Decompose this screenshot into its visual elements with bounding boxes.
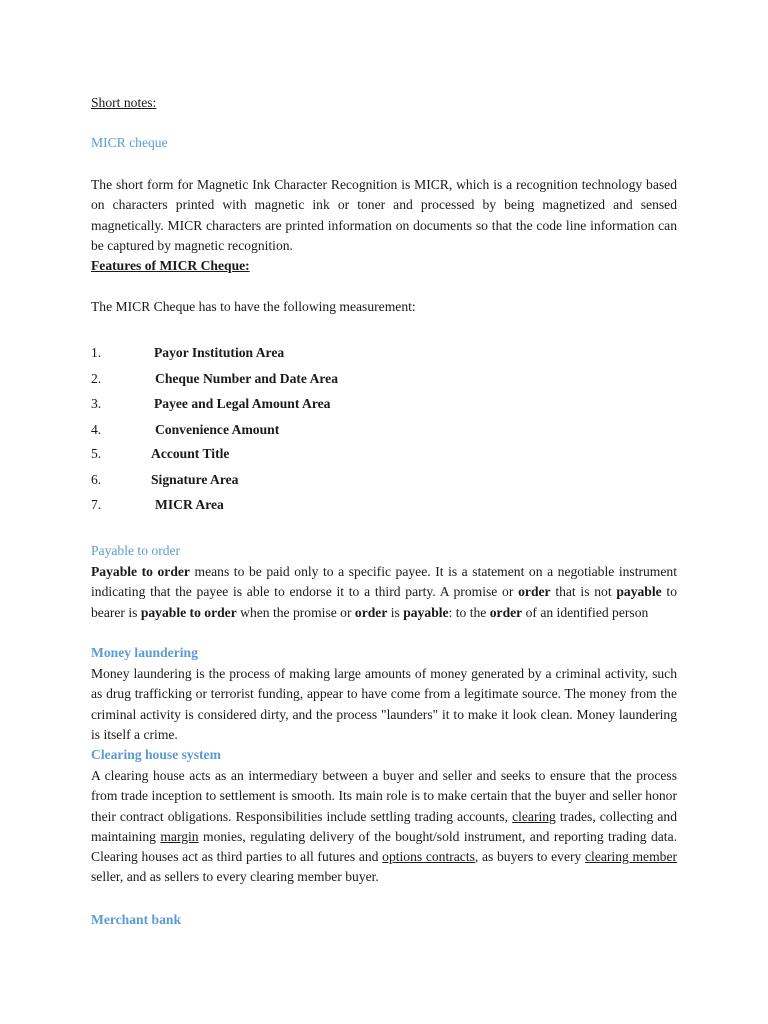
short-notes-label: Short notes:	[91, 95, 157, 110]
list-item-number: 3.	[91, 396, 102, 411]
margin-link[interactable]: margin	[160, 828, 199, 844]
micr-heading: MICR cheque	[91, 135, 168, 150]
list-item: Account Title	[151, 446, 230, 461]
list-item-number: 1.	[91, 345, 102, 360]
payable-heading: Payable to order	[91, 543, 181, 558]
clearing-house-heading: Clearing house system	[91, 747, 221, 762]
micr-paragraph: The short form for Magnetic Ink Character Recognition is MICR, which is a recognition technology based on characters printed with magnetic ink or toner and processed by being magnetized and sensed magnetically. MICR characters are printed information on documents so that the code line information can be captured by magnetic recognition.	[91, 177, 677, 253]
options-contracts-link[interactable]: options contracts	[382, 849, 475, 865]
money-laundering-heading: Money laundering	[91, 645, 198, 660]
clearing-link[interactable]: clearing	[512, 808, 556, 824]
merchant-bank-heading: Merchant bank	[91, 912, 182, 927]
list-item-number: 2.	[91, 371, 102, 386]
measurement-intro: The MICR Cheque has to have the following measurement:	[91, 299, 416, 314]
list-item: Payor Institution Area	[154, 345, 285, 360]
list-item: MICR Area	[155, 497, 224, 512]
list-item: Payee and Legal Amount Area	[154, 396, 331, 411]
list-item-number: 6.	[91, 472, 102, 487]
list-item: Convenience Amount	[155, 422, 280, 437]
list-item-number: 7.	[91, 497, 102, 512]
payable-paragraph: Payable to order means to be paid only to a specific payee. It is a statement on a negotiable instrument indicating that the payee is able to endorse it to a third party. A promise or order that is not payable to bearer is payable to order when the promise or order is payable: to the order of an identified person	[91, 564, 677, 620]
money-laundering-paragraph: Money laundering is the process of making large amounts of money generated by a criminal activity, such as drug trafficking or terrorist funding, appear to have come from a legitimate source. The money from the criminal activity is considered dirty, and the process "launders" it to make it look clean. Money laundering is itself a crime.	[91, 666, 677, 742]
list-item: Cheque Number and Date Area	[155, 371, 339, 386]
list-item-number: 5.	[91, 446, 102, 461]
clearing-member-link[interactable]: clearing member	[585, 849, 678, 865]
clearing-house-paragraph: A clearing house acts as an intermediary between a buyer and seller and seeks to ensure that the process from trade inception to settlement is smooth. Its main role is to make certain that the buyer and seller honor their contract obligations. Responsibilities include settling trading accounts, clearing trades, collecting and maintaining margin monies, regulating delivery of the bought/sold instrument, and reporting trading data. Clearing houses act as third parties to all futures and options contracts, as buyers to every clearing member seller, and as sellers to every clearing member buyer.	[91, 768, 678, 885]
features-heading: Features of MICR Cheque:	[91, 258, 250, 273]
payable-term: Payable to order	[91, 564, 190, 579]
list-item-number: 4.	[91, 422, 102, 437]
list-item: Signature Area	[151, 472, 239, 487]
